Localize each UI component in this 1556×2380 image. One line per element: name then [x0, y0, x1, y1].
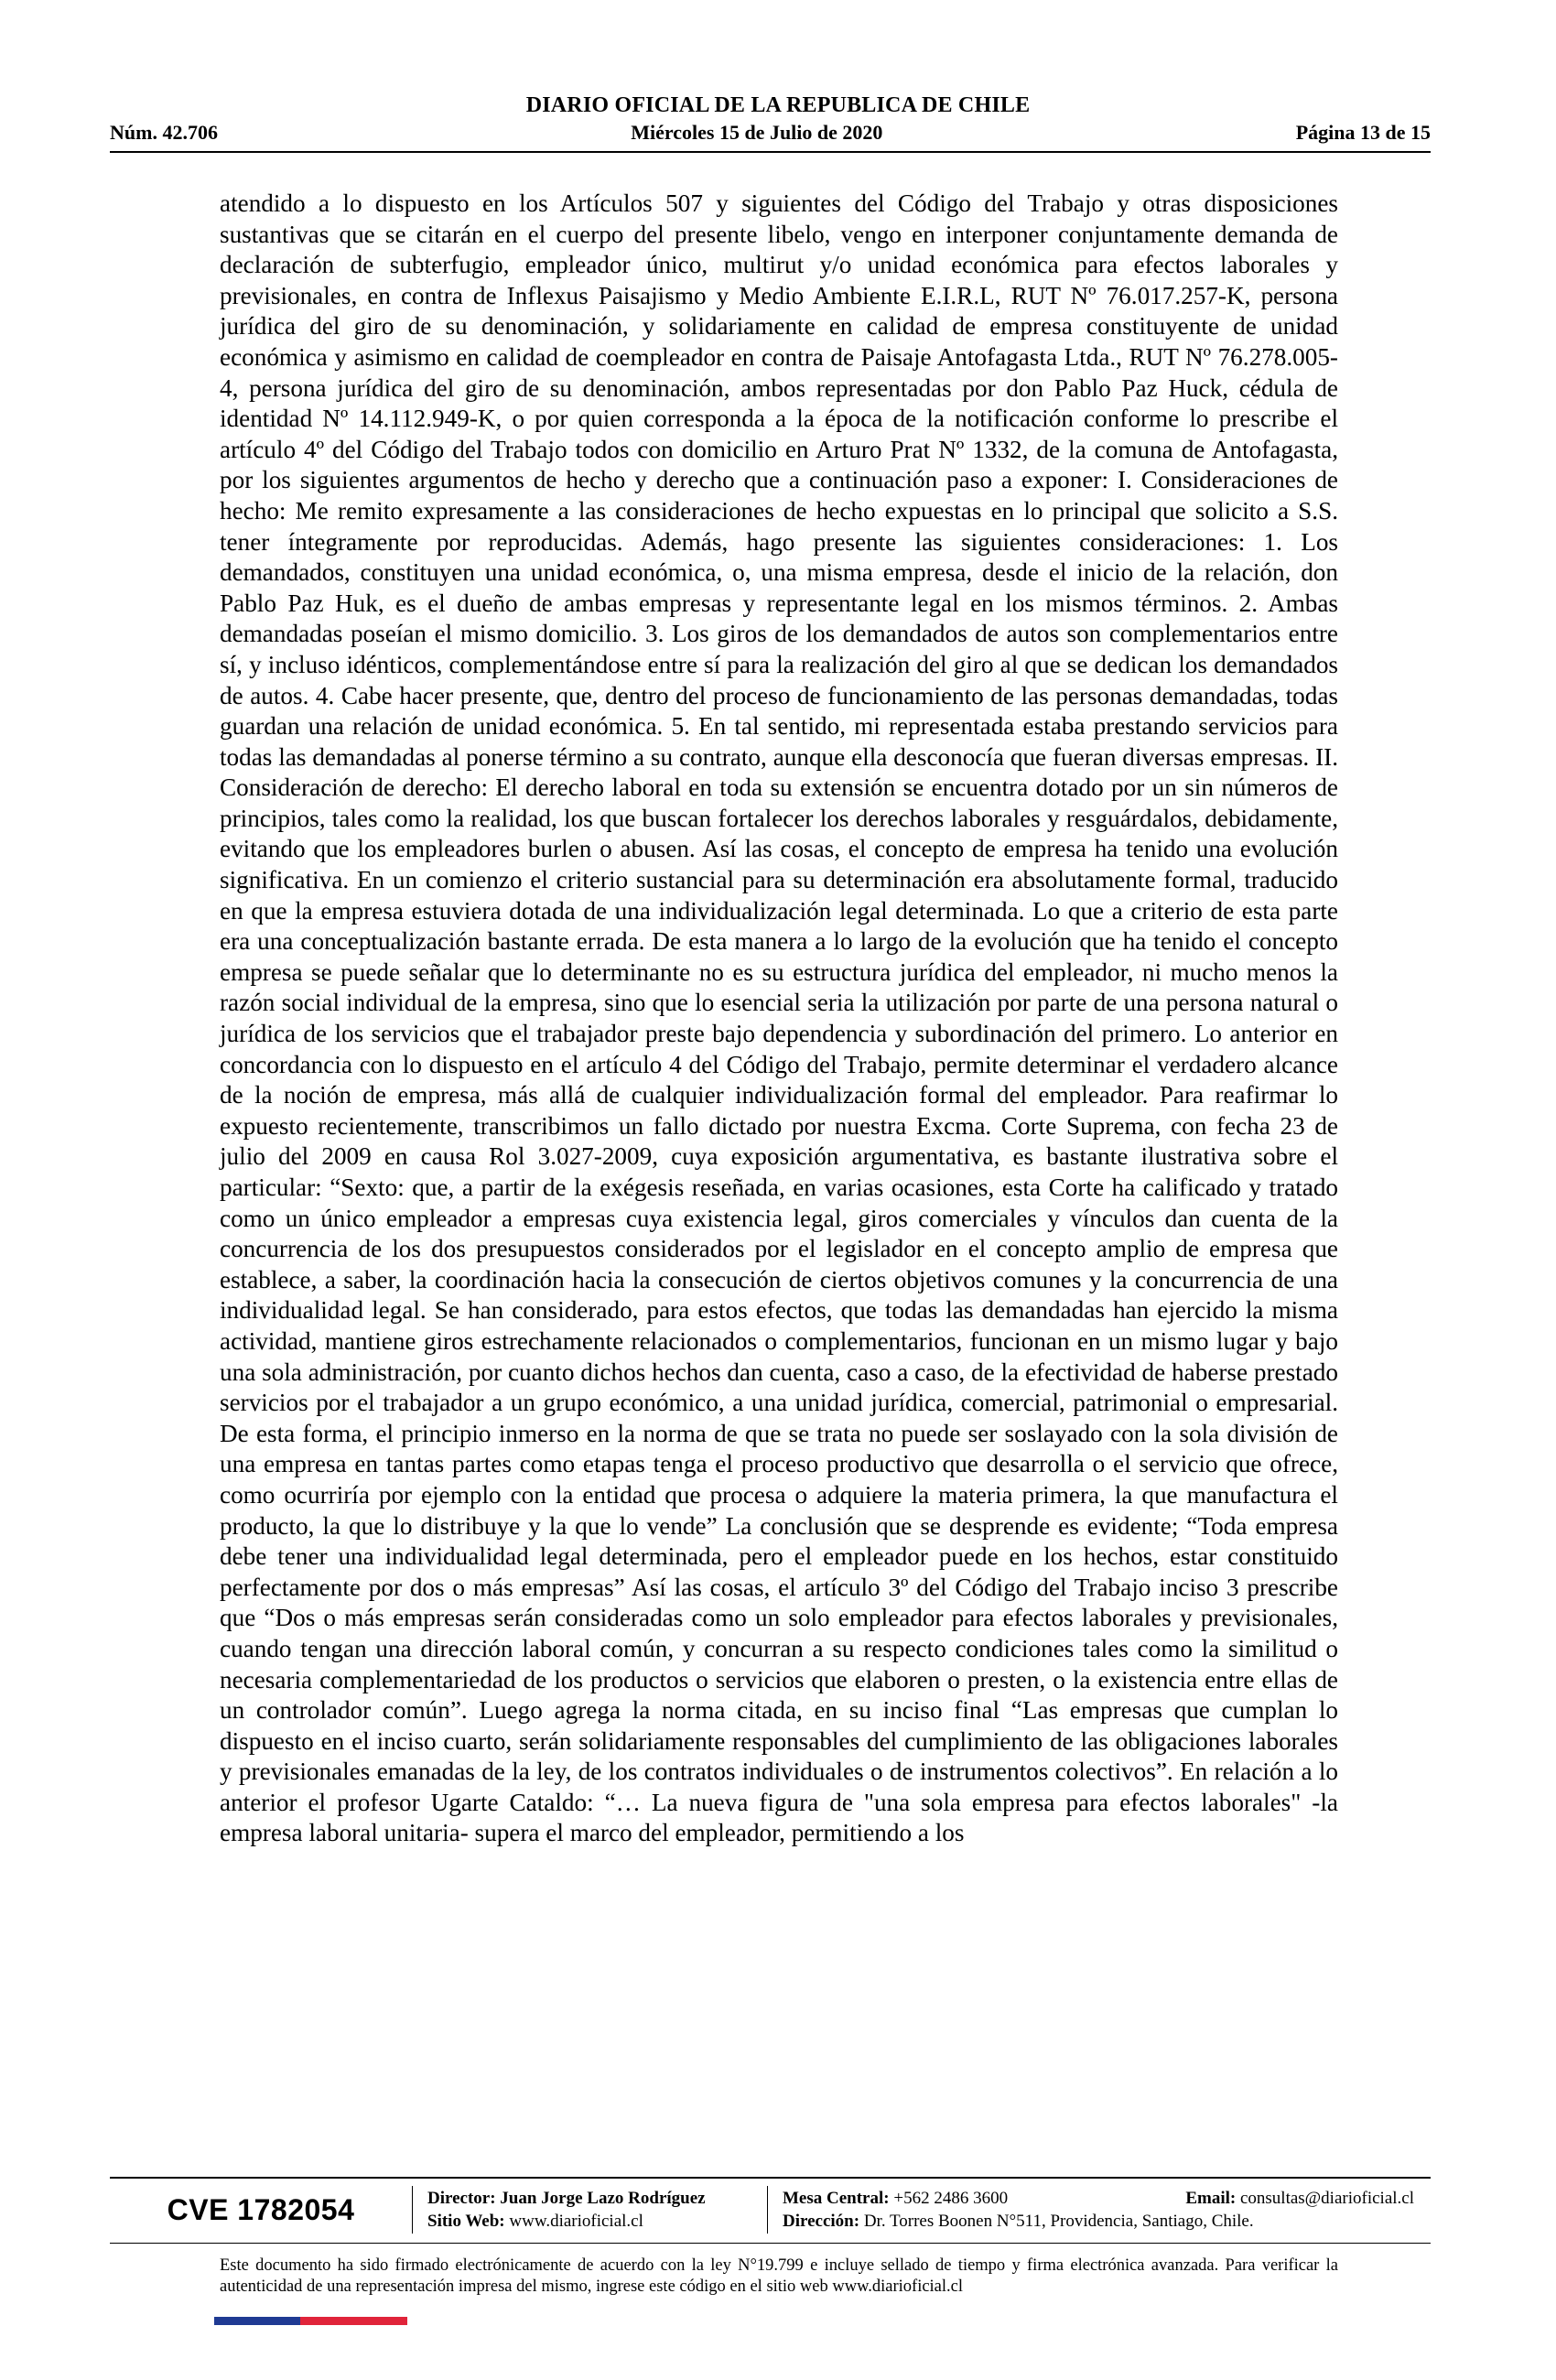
- email-label: Email:: [1185, 2189, 1237, 2208]
- contact-line: [783, 2187, 1414, 2210]
- footer-divider-lower: [110, 2243, 1431, 2244]
- footer-director-block: [413, 2187, 767, 2233]
- address-label: Dirección:: [783, 2212, 860, 2231]
- director-name: Juan Jorge Lazo Rodríguez: [500, 2189, 706, 2208]
- email-link[interactable]: consultas@diarioficial.cl: [1239, 2189, 1414, 2208]
- email-line: [1185, 2187, 1414, 2210]
- issue-number: Núm. 42.706: [110, 121, 218, 144]
- flag-blue-segment: [214, 2317, 300, 2325]
- footer-contact-block: [768, 2187, 1429, 2233]
- address-text: Dr. Torres Boonen N°511, Providencia, Santiago, Chile.: [863, 2212, 1254, 2231]
- document-body: atendido a lo dispuesto en los Artículos 507 y siguientes del Código del Trabajo y otras disposiciones sustantivas que se citarán en el cuerpo del presente libelo, vengo en interponer conjuntamente demanda de declaración de subterfugio, empleador único, multirut y/o unidad económica para efectos laborales y previsionales, en contra de Inflexus Paisajismo y Medio Ambiente E.I.R.L, RUT Nº 76.017.257-K, persona jurídica del giro de su denominación, y solidariamente en calidad de empresa constituyente de unidad económica y asimismo en calidad de coempleador en contra de Paisaje Antofagasta Ltda., RUT Nº 76.278.005-4, persona jurídica del giro de su denominación, ambos representadas por don Pablo Paz Huck, cédula de identidad Nº 14.112.949-K, o por quien corresponda a la época de la notificación conforme lo prescribe el artículo 4º del Código del Trabajo todos con domicilio en Arturo Prat Nº 1332, de la comuna de Antofagasta, por los siguientes argumentos de hecho y derecho que a continuación paso a exponer: I. Consideraciones de hecho: Me remito expresamente a las consideraciones de hecho expuestas en lo principal que solicito a S.S. tener íntegramente por reproducidas. Además, hago presente las siguientes consideraciones: 1. Los demandados, constituyen una unidad económica, o, una misma empresa, desde el inicio de la relación, don Pablo Paz Huk, es el dueño de ambas empresas y representante legal en los mismos términos. 2. Ambas demandadas poseían el mismo domicilio. 3. Los giros de los demandados de autos son complementarios entre sí, y incluso idénticos, complementándose entre sí para la realización del giro al que se dedican los demandados de autos. 4. Cabe hacer presente, que, dentro del proceso de funcionamiento de las personas demandadas, todas guardan una relación de unidad económica. 5. En tal sentido, mi representada estaba prestando servicios para todas las demandadas al ponerse término a su contrato, aunque ella desconocía que fueran diversas empresas. II. Consideración de derecho: El derecho laboral en toda su extensión se encuentra dotado por un sin números de principios, tales como la realidad, los que buscan fortalecer los derechos laborales y resguárdalos, debidamente, evitando que los empleadores burlen o abusen. Así las cosas, el concepto de empresa ha tenido una evolución significativa. En un comienzo el criterio sustancial para su determinación era absolutamente formal, traducido en que la empresa estuviera dotada de una individualización legal determinada. Lo que a criterio de esta parte era una conceptualización bastante errada. De esta manera a lo largo de la evolución que ha tenido el concepto empresa se puede señalar que lo determinante no es su estructura jurídica del empleador, ni mucho menos la razón social individual de la empresa, sino que lo esencial seria la utilización por parte de una persona natural o jurídica de los servicios que el trabajador preste bajo dependencia y subordinación del primero. Lo anterior en concordancia con lo dispuesto en el artículo 4 del Código del Trabajo, permite determinar el verdadero alcance de la noción de empresa, más allá de cualquier individualización formal del empleador. Para reafirmar lo expuesto recientemente, transcribimos un fallo dictado por nuestra Excma. Corte Suprema, con fecha 23 de julio del 2009 en causa Rol 3.027-2009, cuya exposición argumentativa, es bastante ilustrativa sobre el particular: “Sexto: que, a partir de la exégesis reseñada, en varias ocasiones, esta Corte ha calificado y tratado como un único empleador a empresas cuya existencia legal, giros comerciales y vínculos dan cuenta de la concurrencia de los dos presupuestos considerados por el legislador en el concepto amplio de empresa que establece, a saber, la coordinación hacia la consecución de ciertos objetivos comunes y la concurrencia de una individualidad legal. Se han considerado, para estos efectos, que todas las demandadas han ejercido la misma actividad, mantiene giros estrechamente relacionados o complementarios, funcionan en un mismo lugar y bajo una sola administración, por cuanto dichos hechos dan cuenta, caso a caso, de la efectividad de haberse prestado servicios por el trabajador a un grupo económico, a una unidad jurídica, comercial, patrimonial o empresarial. De esta forma, el principio inmerso en la norma de que se trata no puede ser soslayado con la sola división de una empresa en tantas partes como etapas tenga el proceso productivo que desarrolla o el servicio que ofrece, como ocurriría por ejemplo con la entidad que procesa o adquiere la materia primera, la que manufactura el producto, la que lo distribuye y la que lo vende” La conclusión que se desprende es evidente; “Toda empresa debe tener una individualidad legal determinada, pero el empleador puede en los hechos, estar constituido perfectamente por dos o más empresas” Así las cosas, el artículo 3º del Código del Trabajo inciso 3 prescribe que “Dos o más empresas serán consideradas como un solo empleador para efectos laborales y previsionales, cuando tengan una dirección laboral común, y concurran a su respecto condiciones tales como la similitud o necesaria complementariedad de los productos o servicios que elaboren o presten, o la existencia entre ellas de un controlador común”. Luego agrega la norma citada, en su inciso final “Las empresas que cumplan lo dispuesto en el inciso cuarto, serán solidariamente responsables del cumplimiento de las obligaciones laborales y previsionales emanadas de la ley, de los contratos individuales o de instrumentos colectivos”. En relación a lo anterior el profesor Ugarte Cataldo: “… La nueva figura de "una sola empresa para efectos laborales" -la empresa laboral unitaria- supera el marco del empleador, permitiendo a los: [220, 189, 1338, 1847]
- website-link[interactable]: www.diarioficial.cl: [509, 2212, 643, 2231]
- director-line: [427, 2187, 752, 2210]
- footer-info: [110, 2182, 1431, 2237]
- header-divider: [110, 151, 1431, 153]
- flag-color-bar: [214, 2317, 407, 2325]
- cve-code: CVE 1782054: [167, 2192, 355, 2226]
- issue-date: Miércoles 15 de Julio de 2020: [631, 121, 883, 144]
- director-label: Director:: [427, 2189, 496, 2208]
- website-label: Sitio Web:: [427, 2212, 505, 2231]
- page-header: [110, 121, 1431, 145]
- phone-label: Mesa Central:: [783, 2189, 890, 2208]
- footer-divider: [110, 2177, 1431, 2179]
- publication-title: DIARIO OFICIAL DE LA REPUBLICA DE CHILE: [525, 93, 1031, 117]
- page-indicator: Página 13 de 15: [1295, 121, 1431, 144]
- website-line: [427, 2210, 752, 2233]
- address-line: [783, 2210, 1414, 2233]
- flag-red-segment: [300, 2317, 407, 2325]
- phone-line: [783, 2187, 1008, 2210]
- phone-number: +562 2486 3600: [893, 2189, 1009, 2208]
- signature-note: Este documento ha sido firmado electrónicamente de acuerdo con la ley N°19.799 e incluye sellado de tiempo y firma electrónica avanzada. Para verificar la autenticidad de una representación impresa del mismo, ingrese este código en el sitio web www.diarioficial.cl: [220, 2256, 1338, 2296]
